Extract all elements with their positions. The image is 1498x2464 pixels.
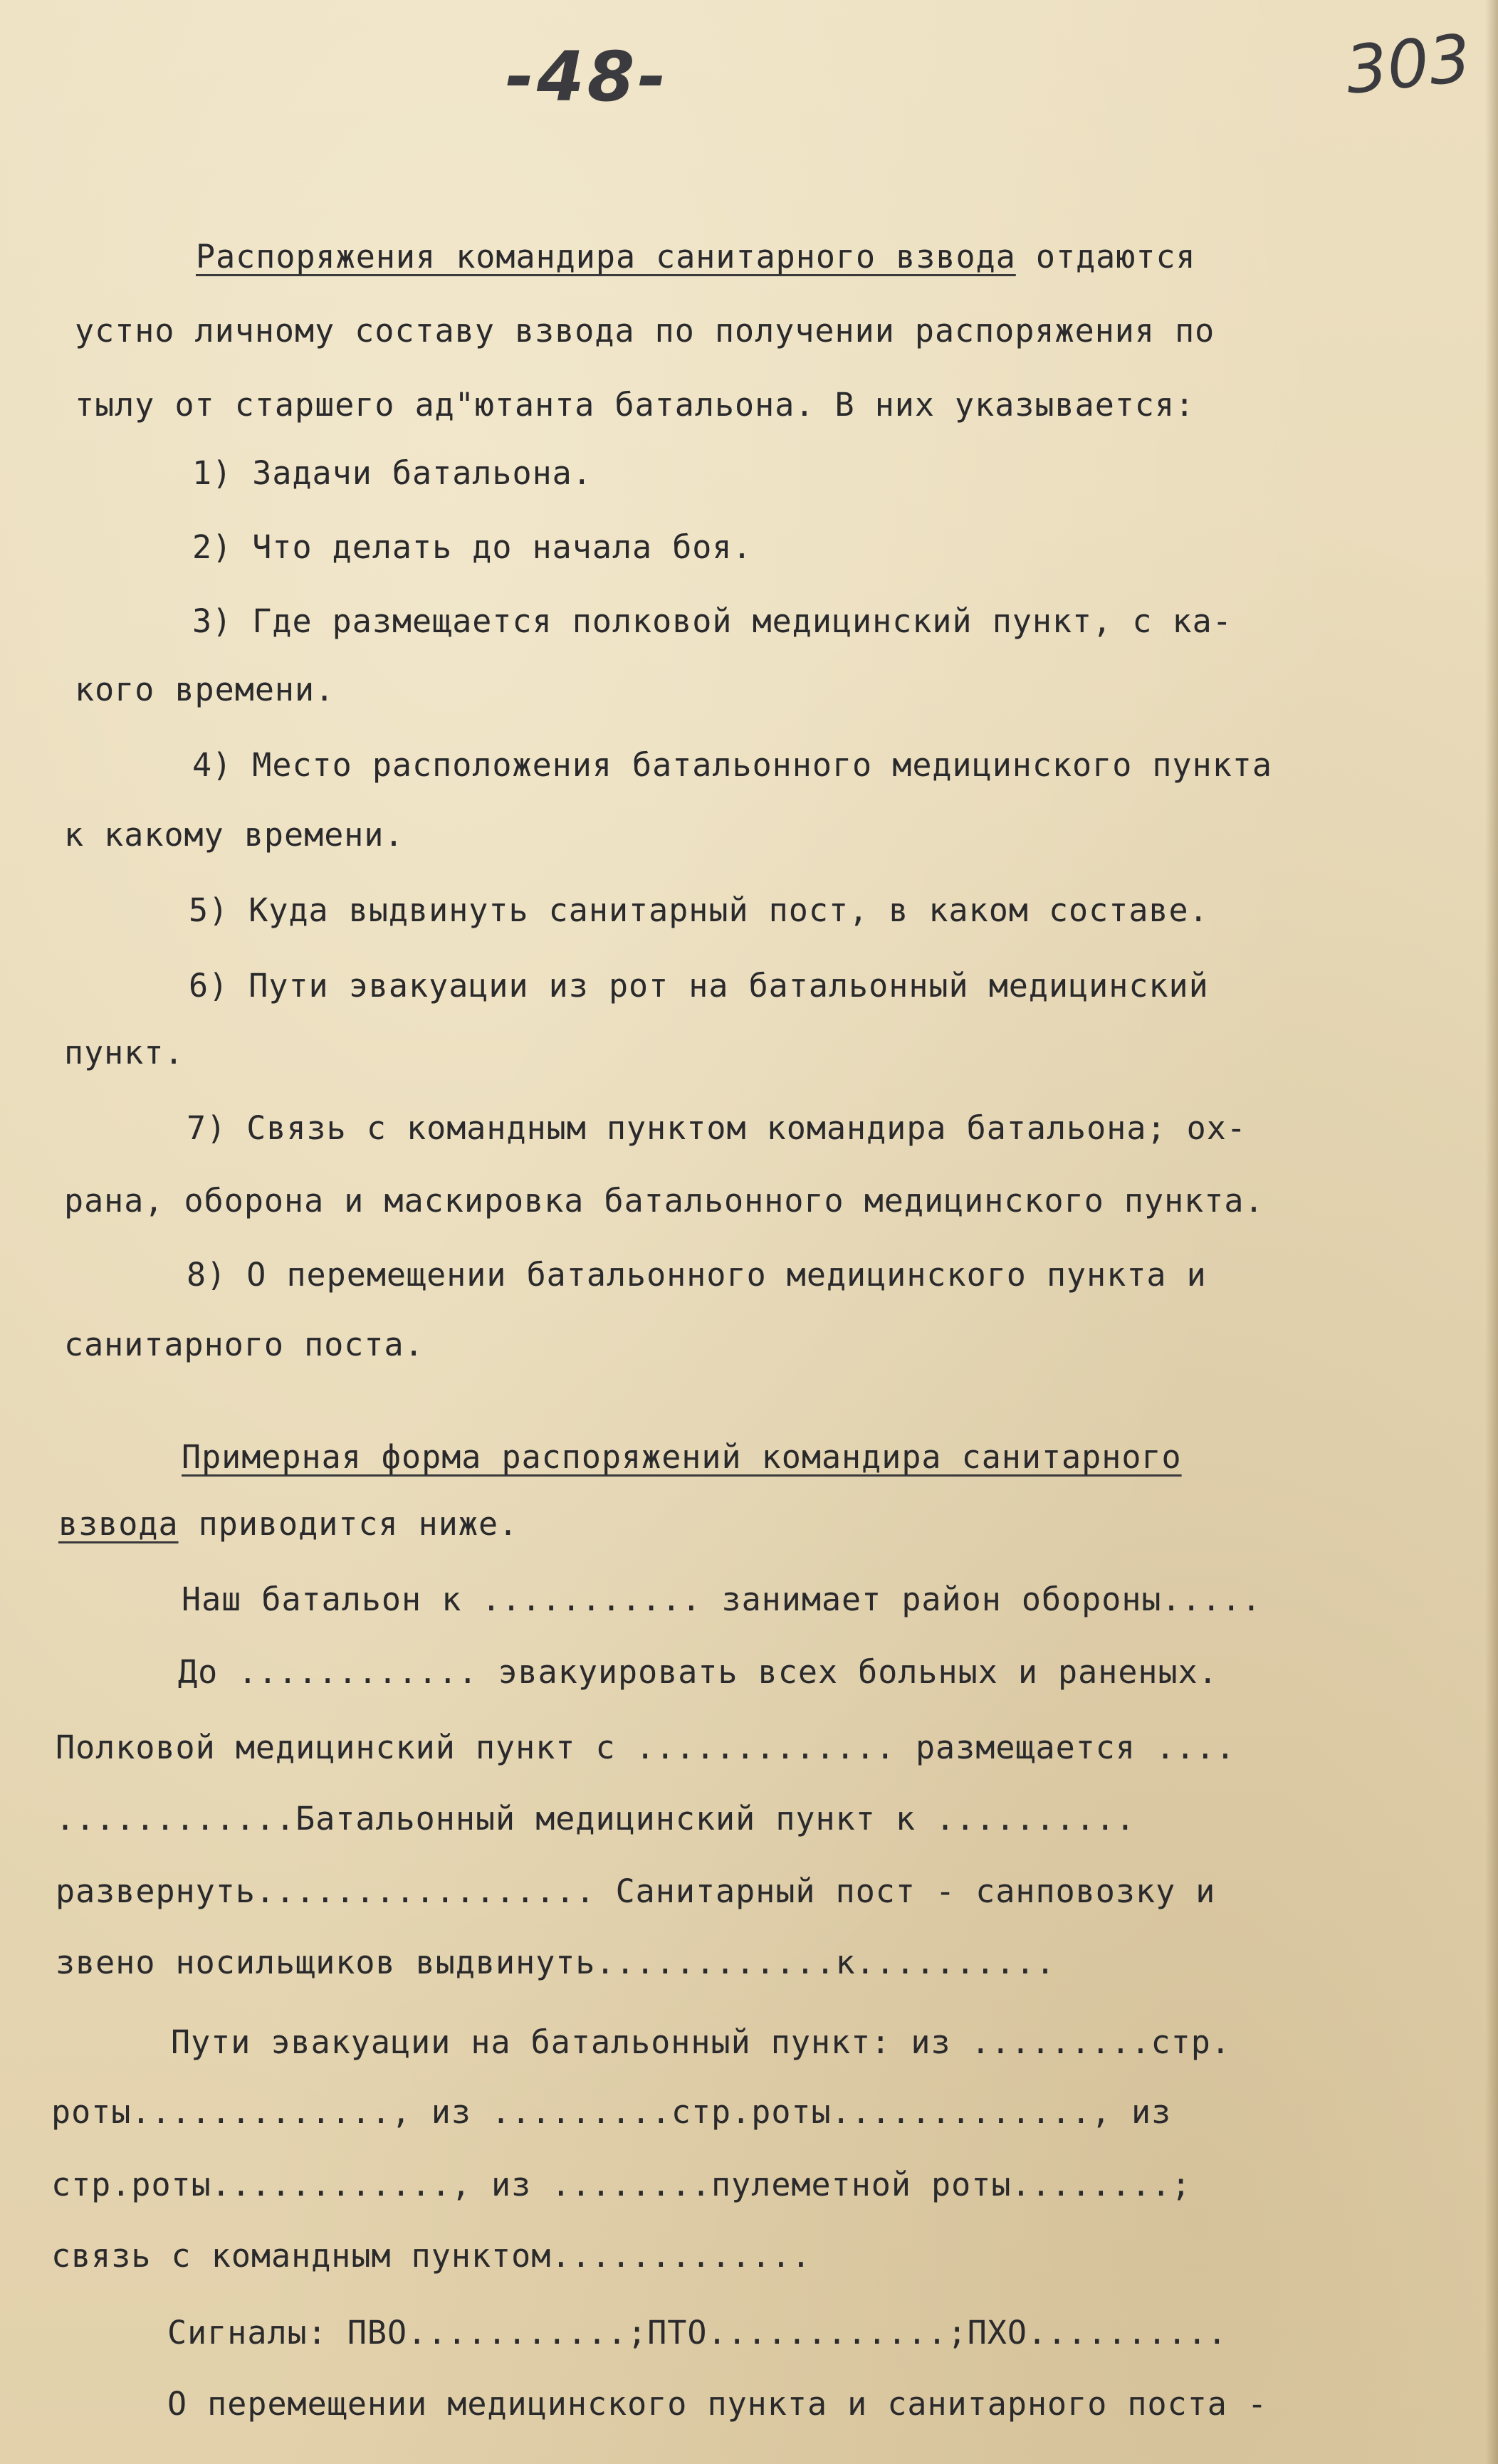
- handwritten-page-number: -48-: [506, 37, 669, 117]
- section1-intro-line3: тылу от старшего ад"ютанта батальона. В них указывается:: [75, 386, 1195, 424]
- section1-heading-line: [196, 238, 1196, 276]
- form-line-3: Полковой медицинский пункт с ............. размещается ....: [56, 1729, 1236, 1766]
- form-line-5: развернуть................. Санитарный пост - санповозку и: [56, 1872, 1216, 1910]
- form-line-9: стр.роты............, из ........пулеметной роты........;: [51, 2166, 1192, 2203]
- form-line-2: До ............ эвакуировать всех больных и раненых.: [178, 1653, 1218, 1691]
- section2-heading-rest: приводится ниже.: [178, 1505, 519, 1543]
- list-item-7-line2: рана, оборона и маскировка батальонного медицинского пункта.: [64, 1182, 1264, 1220]
- form-line-12: О перемещении медицинского пункта и санитарного поста -: [167, 2385, 1268, 2423]
- list-item-1: 1) Задачи батальона.: [192, 454, 592, 492]
- list-item-2: 2) Что делать до начала боя.: [192, 528, 753, 566]
- list-item-6-line1: 6) Пути эвакуации из рот на батальонный медицинский: [189, 967, 1209, 1005]
- form-line-4: ............Батальонный медицинский пункт к ..........: [56, 1800, 1136, 1837]
- form-line-7: Пути эвакуации на батальонный пункт: из .........стр.: [171, 2023, 1231, 2061]
- form-line-11: Сигналы: ПВО...........;ПТО............;ПХО..........: [167, 2314, 1227, 2352]
- section1-heading-underlined: Распоряжения командира санитарного взвода: [196, 238, 1016, 276]
- section2-heading-line1: [182, 1438, 1182, 1476]
- section1-heading-rest: отдаются: [1015, 238, 1196, 276]
- list-item-7-line1: 7) Связь с командным пунктом командира батальона; ох-: [187, 1109, 1247, 1147]
- list-item-6-line2: пункт.: [64, 1034, 184, 1071]
- form-line-6: звено носильщиков выдвинуть............к..........: [56, 1944, 1056, 1981]
- section2-heading-underlined: Примерная форма распоряжений командира санитарного: [182, 1438, 1182, 1476]
- section2-heading-line2: [58, 1505, 519, 1543]
- list-item-4-line1: 4) Место расположения батальонного медицинского пункта: [192, 746, 1272, 784]
- section1-intro-line2: устно личному составу взвода по получении распоряжения по: [75, 312, 1215, 350]
- list-item-4-line2: к какому времени.: [64, 816, 404, 854]
- paper-edge-shadow: [1485, 0, 1498, 2464]
- form-line-1: Наш батальон к ........... занимает район обороны.....: [182, 1580, 1262, 1618]
- form-line-8: роты............., из .........стр.роты............., из: [51, 2093, 1172, 2131]
- handwritten-archive-number: 303: [1341, 20, 1475, 109]
- list-item-5: 5) Куда выдвинуть санитарный пост, в каком составе.: [189, 891, 1209, 929]
- list-item-8-line2: санитарного поста.: [64, 1326, 424, 1363]
- list-item-3-line1: 3) Где размещается полковой медицинский пункт, с ка-: [192, 602, 1232, 640]
- form-line-10: связь с командным пунктом.............: [51, 2237, 812, 2275]
- list-item-3-line2: кого времени.: [75, 671, 335, 708]
- section2-heading-underlined-word: взвода: [58, 1505, 179, 1543]
- list-item-8-line1: 8) О перемещении батальонного медицинского пункта и: [187, 1256, 1207, 1294]
